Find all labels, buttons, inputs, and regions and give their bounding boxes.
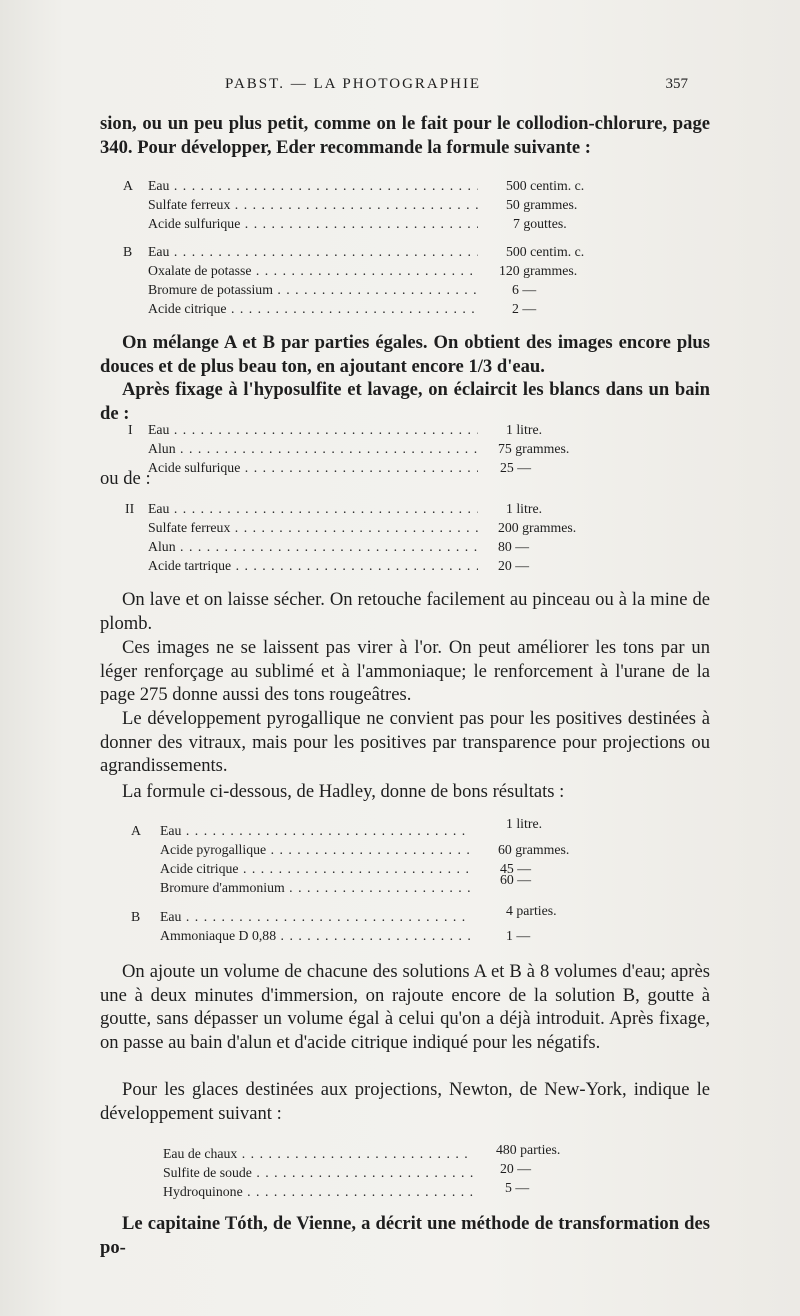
ingredient-name: Hydroquinone . . . (163, 1183, 473, 1201)
ingredient-name: Sulfite de soude . . . (163, 1164, 473, 1182)
paragraph-10: Le capitaine Tóth, de Vienne, a décrit une méthode de transformation des po- (100, 1213, 710, 1258)
ingredient-name: Acide pyrogallique . . . (160, 841, 470, 859)
ingredient-quantity: 1 — (506, 928, 531, 943)
ingredient-name: Acide tartrique . . . (148, 557, 478, 575)
paragraph-4: On lave et on laisse sécher. On retouche facilement au pinceau ou à la mine de plomb. (100, 589, 710, 634)
running-title: PABST. — LA PHOTOGRAPHIE (225, 76, 482, 92)
ingredient-name: Acide sulfurique . . . (148, 459, 478, 477)
ingredient-name: Ammoniaque D 0,88 . . . (160, 927, 470, 945)
paragraph-9: Pour les glaces destinées aux projections, Newton, de New-York, indique le développement suivant : (100, 1079, 710, 1124)
ingredient-name: Alun . . . (148, 440, 478, 458)
ingredient-name: Acide citrique . . . (160, 860, 470, 878)
ingredient-quantity: 6 — (512, 282, 537, 297)
paragraph-1: sion, ou un peu plus petit, comme on le fait pour le collodion-chlorure, page 340. Pour développer, Eder recommande la formule suivante : (100, 113, 710, 158)
paragraph-5: Ces images ne se laissent pas virer à l'or. On peut améliorer les tons par un léger renforçage au sublimé et à l'ammoniaque; le renforcement à l'urane de la page 275 donne aussi des tons rougeâtres. (100, 637, 710, 705)
ingredient-quantity: 60 — (500, 872, 532, 887)
ingredient-quantity: 2 — (512, 301, 537, 316)
ingredient-quantity: 1 litre. (506, 501, 543, 516)
ingredient-quantity: 75 grammes. (498, 441, 570, 456)
ingredient-name: Sulfate ferreux . . . (148, 196, 478, 214)
ingredient-quantity: 120 grammes. (499, 263, 578, 278)
ingredient-quantity: 50 grammes. (506, 197, 578, 212)
ingredient-quantity: 1 litre. (506, 422, 543, 437)
ingredient-quantity: 7 gouttes. (513, 216, 567, 231)
formula-letter: B (131, 909, 141, 924)
ingredient-quantity: 480 parties. (496, 1142, 561, 1157)
ingredient-name: Oxalate de potasse . . . (148, 262, 478, 280)
paragraph-6: Le développement pyrogallique ne convient pas pour les positives destinées à donner des vitraux, mais pour les positives par transparence pour projections ou agrandissements. (100, 708, 710, 776)
ingredient-quantity: 80 — (498, 539, 530, 554)
ingredient-name: Bromure de potassium . . . (148, 281, 478, 299)
formula-letter: I (128, 422, 133, 437)
ingredient-quantity: 500 centim. c. (506, 178, 585, 193)
paragraph-3: Après fixage à l'hyposulfite et lavage, on éclaircit les blancs dans un bain de : (100, 379, 710, 424)
formula-letter: A (131, 823, 141, 838)
ingredient-name: Bromure d'ammonium . . . (160, 879, 470, 897)
ingredient-quantity: 20 — (500, 1161, 532, 1176)
ingredient-name: Eau . . . (148, 177, 478, 195)
ingredient-name: Eau . . . (148, 500, 478, 518)
running-header (130, 76, 688, 98)
ingredient-quantity: 5 — (505, 1180, 530, 1195)
ingredient-quantity: 200 grammes. (498, 520, 577, 535)
ingredient-quantity: 500 centim. c. (506, 244, 585, 259)
ingredient-quantity: 60 grammes. (498, 842, 570, 857)
ingredient-quantity: 4 parties. (506, 903, 557, 918)
ingredient-name: Eau . . . (148, 243, 478, 261)
ingredient-quantity: 20 — (498, 558, 530, 573)
paragraph-7: La formule ci-dessous, de Hadley, donne de bons résultats : (122, 781, 565, 802)
ingredient-name: Sulfate ferreux . . . (148, 519, 478, 537)
paragraph-8: On ajoute un volume de chacune des solutions A et B à 8 volumes d'eau; après une à deux minutes d'immersion, on rajoute encore de la solution B, goutte à goutte, sans dépasser un volume égal à celui qu'on a déjà introduit. Après fixage, on passe au bain d'alun et d'acide citrique indiqué pour les négatifs. (100, 961, 710, 1053)
ingredient-name: Alun . . . (148, 538, 478, 556)
formula-letter: II (125, 501, 135, 516)
page-number: 357 (665, 76, 688, 92)
ingredient-name: Acide sulfurique . . . (148, 215, 478, 233)
ingredient-name: Eau . . . (160, 822, 470, 840)
ingredient-name: Eau . . . (160, 908, 470, 926)
ingredient-quantity: 45 — (500, 861, 532, 876)
formula-letter: A (123, 178, 133, 193)
ingredient-quantity: 1 litre. (506, 816, 543, 831)
ingredient-name: Acide citrique . . . (148, 300, 478, 318)
formula-letter: B (123, 244, 133, 259)
ou-de-label: ou de : (100, 468, 151, 489)
paragraph-2: On mélange A et B par parties égales. On obtient des images encore plus douces et de plus beau ton, en ajoutant encore 1/3 d'eau. (100, 332, 710, 377)
ingredient-name: Eau . . . (148, 421, 478, 439)
ingredient-quantity: 25 — (500, 460, 532, 475)
ingredient-name: Eau de chaux . . . (163, 1145, 473, 1163)
